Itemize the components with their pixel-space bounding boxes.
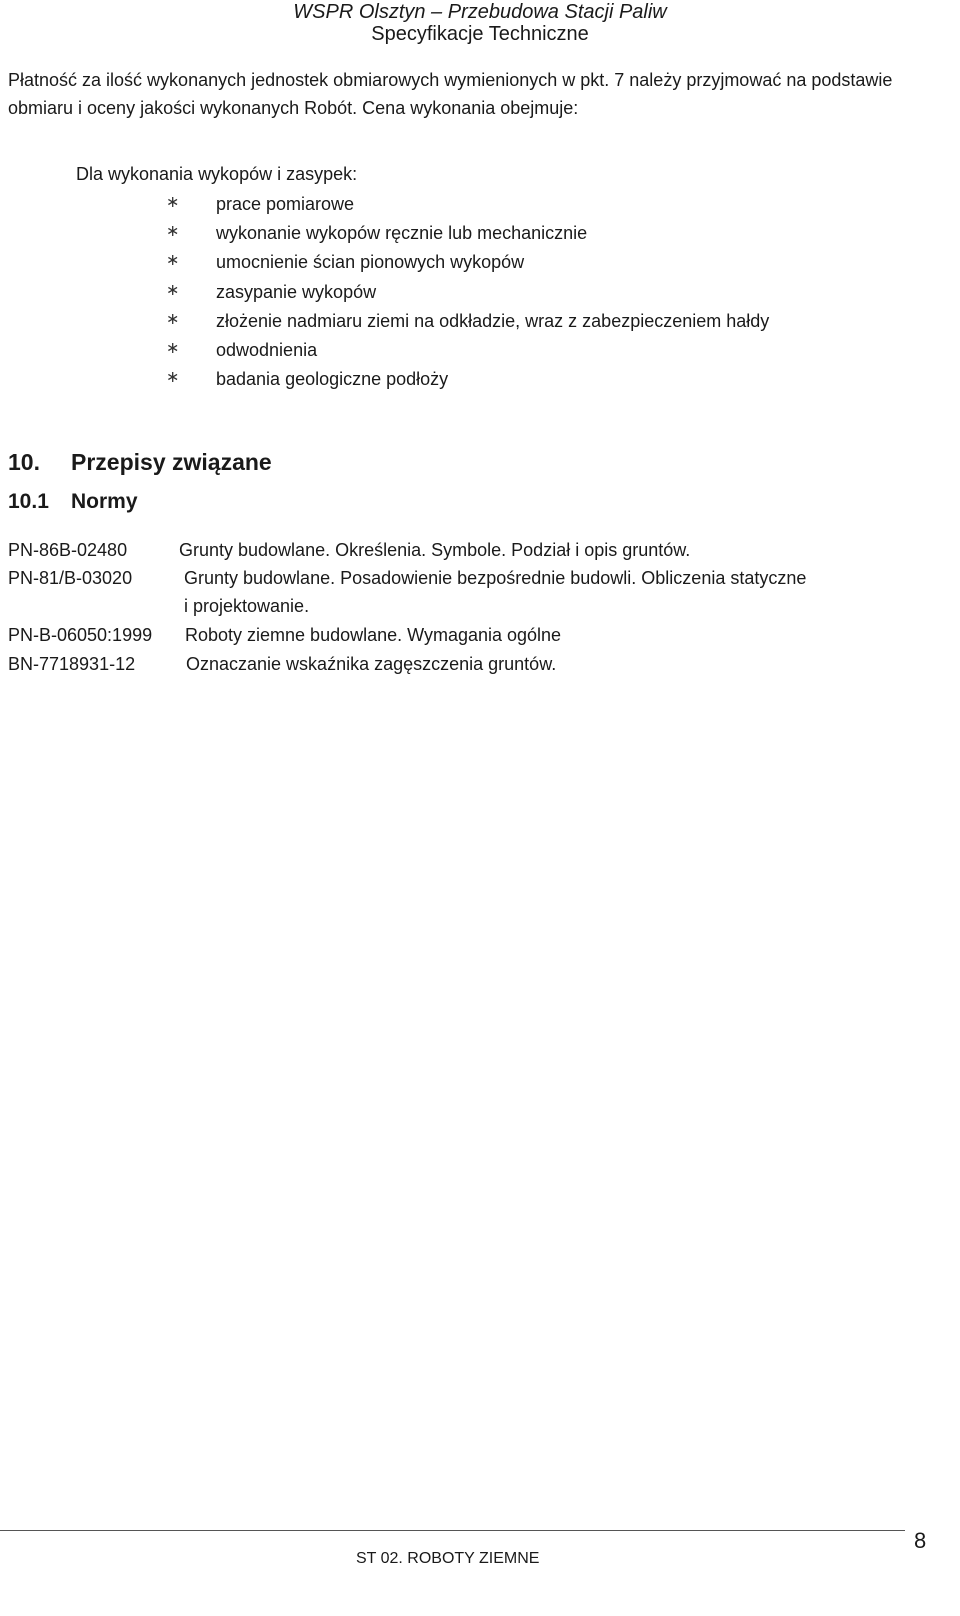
asterisk-icon: ∗: [166, 194, 180, 211]
list-item-text: prace pomiarowe: [216, 194, 355, 214]
norm-code: BN-7718931-12: [8, 654, 136, 674]
section-heading: [8, 448, 272, 476]
list-item-text: umocnienie ścian pionowych wykopów: [216, 252, 525, 273]
norm-code: PN-86B-02480: [8, 540, 128, 560]
list-item: [166, 248, 769, 277]
footer-title: ST 02. ROBOTY ZIEMNE: [356, 1550, 540, 1567]
norm-code: PN-81/B-03020: [8, 568, 133, 588]
asterisk-icon: ∗: [166, 252, 180, 270]
section-number: 10.: [8, 449, 40, 475]
norm-description: Grunty budowlane. Posadowienie bezpośrednie budowli. Obliczenia statyczne: [184, 568, 807, 588]
list-lead: Dla wykonania wykopów i zasypek:: [76, 164, 358, 184]
list-item: [166, 307, 769, 336]
intro-paragraph: Płatność za ilość wykonanych jednostek obmiarowych wymienionych w pkt. 7 należy przyjmować na podstawie obmiaru i oceny jakości wykonanych Robót. Cena wykonania obejmuje:: [8, 70, 893, 118]
list-item-text: wykonanie wykopów ręcznie lub mechanicznie: [216, 223, 588, 244]
subsection-heading: [8, 488, 138, 516]
norm-description: Oznaczanie wskaźnika zagęszczenia gruntów.: [186, 654, 557, 674]
list-item: [166, 190, 769, 219]
asterisk-icon: ∗: [166, 339, 180, 357]
list-item-text: złożenie nadmiaru ziemi na odkładzie, wraz z zabezpieczeniem hałdy: [216, 310, 770, 331]
footer-divider: [0, 1530, 905, 1531]
norm-description: Grunty budowlane. Określenia. Symbole. Podział i opis gruntów.: [179, 540, 691, 560]
list-item: [166, 278, 769, 307]
asterisk-icon: ∗: [166, 223, 180, 241]
norm-description: i projektowanie.: [184, 596, 310, 616]
list-item: [166, 365, 769, 394]
asterisk-icon: ∗: [166, 369, 180, 387]
header-title: WSPR Olsztyn – Przebudowa Stacji Paliw: [293, 1, 667, 23]
subsection-title: Normy: [71, 490, 138, 513]
list-item-text: odwodnienia: [216, 339, 318, 360]
list-item-text: badania geologiczne podłoży: [216, 369, 449, 390]
asterisk-icon: ∗: [166, 281, 180, 299]
subsection-number: 10.1: [8, 490, 49, 513]
norm-code: PN-B-06050:1999: [8, 625, 153, 645]
list-item: [166, 336, 769, 365]
asterisk-icon: ∗: [166, 310, 180, 328]
norm-description: Roboty ziemne budowlane. Wymagania ogólne: [185, 625, 562, 645]
list-item-text: zasypanie wykopów: [216, 281, 377, 302]
section-title: Przepisy związane: [71, 449, 272, 475]
list-item: [166, 219, 769, 248]
page-number: 8: [914, 1528, 927, 1553]
bullet-list: [166, 190, 769, 394]
header-subtitle: Specyfikacje Techniczne: [371, 23, 589, 45]
